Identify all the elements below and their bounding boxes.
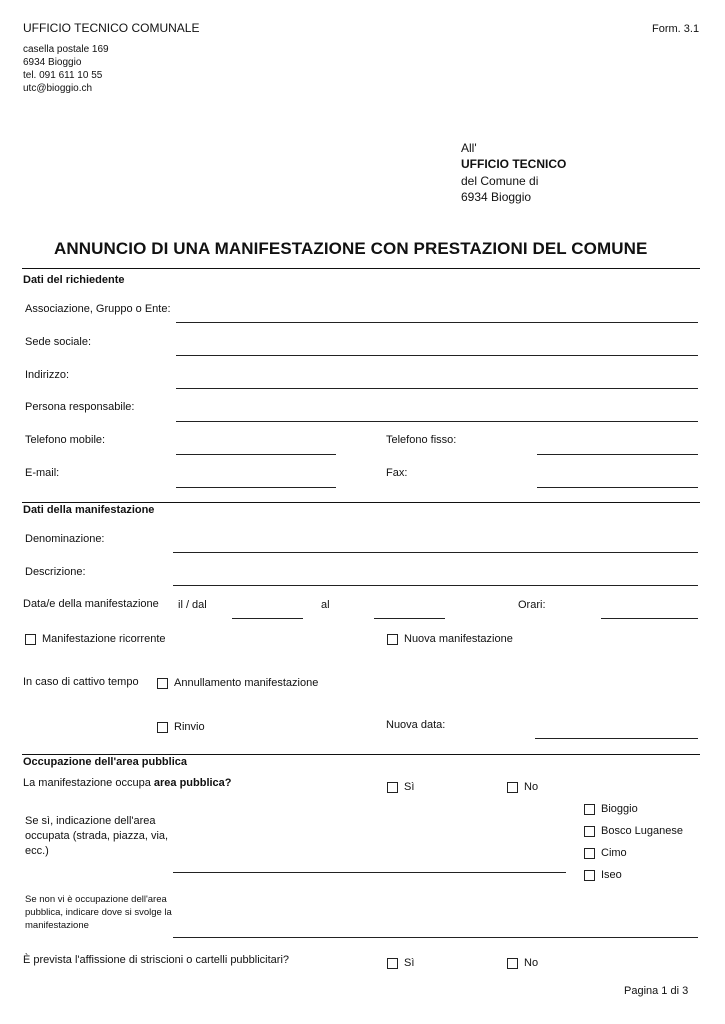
label-description: Descrizione: (25, 566, 86, 578)
label-name: Denominazione: (25, 533, 105, 545)
location-iseo-checkbox[interactable] (584, 870, 595, 881)
responsible-field[interactable] (176, 421, 698, 422)
address-email: utc@bioggio.ch (23, 83, 93, 94)
address-line: tel. 091 611 10 55 (23, 70, 103, 81)
label-mobile: Telefono mobile: (25, 434, 106, 446)
label-yes: Sì (404, 957, 415, 969)
address-line: casella postale 169 (23, 44, 109, 55)
label-fax: Fax: (386, 467, 408, 479)
location-cimo-checkbox[interactable] (584, 848, 595, 859)
label-landline: Telefono fisso: (386, 434, 457, 446)
section-divider (22, 502, 700, 503)
banners-yes-checkbox[interactable] (387, 958, 398, 969)
label-if-yes: Se sì, indicazione dell'area occupata (strada, piazza, via, ecc.) (25, 815, 169, 857)
form-number: Form. 3.1 (652, 23, 700, 35)
label-to: al (321, 599, 330, 611)
address-field[interactable] (176, 388, 698, 389)
label-postpone: Rinvio (174, 721, 205, 733)
location-bosco-checkbox[interactable] (584, 826, 595, 837)
location-field[interactable] (173, 937, 698, 938)
section-heading-public-area: Occupazione dell'area pubblica (23, 756, 187, 768)
label-association: Associazione, Gruppo o Ente: (25, 303, 171, 315)
banners-no-checkbox[interactable] (507, 958, 518, 969)
label-recurring: Manifestazione ricorrente (42, 633, 166, 645)
label-no: No (524, 781, 539, 793)
new-event-checkbox[interactable] (387, 634, 398, 645)
label-dates: Data/e della manifestazione (23, 598, 159, 610)
association-field[interactable] (176, 322, 698, 323)
landline-field[interactable] (537, 454, 698, 455)
question-banners: È prevista l'affissione di striscioni o cartelli pubblicitari? (23, 954, 290, 966)
label-new-event: Nuova manifestazione (404, 633, 513, 645)
label-address: Indirizzo: (25, 369, 70, 381)
public-area-no-checkbox[interactable] (507, 782, 518, 793)
label-bad-weather: In caso di cattivo tempo (23, 676, 139, 688)
recipient-line: del Comune di (461, 174, 539, 188)
label-location: Bosco Luganese (601, 825, 683, 837)
recipient-office: UFFICIO TECNICO (461, 157, 567, 171)
label-new-date: Nuova data: (386, 719, 446, 731)
question-emphasis: area pubblica? (153, 777, 232, 789)
cancel-checkbox[interactable] (157, 678, 168, 689)
area-field[interactable] (173, 872, 566, 873)
question-text: La manifestazione occupa (23, 777, 154, 789)
date-from-field[interactable] (232, 618, 303, 619)
new-date-field[interactable] (535, 738, 698, 739)
public-area-yes-checkbox[interactable] (387, 782, 398, 793)
email-field[interactable] (176, 487, 336, 488)
description-field[interactable] (173, 585, 698, 586)
section-heading-applicant: Dati del richiedente (23, 274, 125, 286)
label-if-no: Se non vi è occupazione dell'area pubblica, indicare dove si svolge la manifestazione (25, 894, 172, 931)
hours-field[interactable] (601, 618, 698, 619)
label-cancel: Annullamento manifestazione (174, 677, 319, 689)
label-email: E-mail: (25, 467, 60, 479)
label-location: Iseo (601, 869, 622, 881)
section-divider (22, 754, 700, 755)
label-location: Bioggio (601, 803, 638, 815)
postpone-checkbox[interactable] (157, 722, 168, 733)
fax-field[interactable] (537, 487, 698, 488)
question-public-area (23, 777, 232, 789)
address-line: 6934 Bioggio (23, 57, 82, 68)
office-name: UFFICIO TECNICO COMUNALE (23, 21, 200, 35)
recurring-checkbox[interactable] (25, 634, 36, 645)
recipient-line: 6934 Bioggio (461, 190, 532, 204)
label-hours: Orari: (518, 599, 546, 611)
label-from: il / dal (178, 599, 207, 611)
recipient-line: All' (461, 141, 477, 155)
label-location: Cimo (601, 847, 627, 859)
seat-field[interactable] (176, 355, 698, 356)
section-divider (22, 268, 700, 269)
section-heading-event: Dati della manifestazione (23, 504, 155, 516)
label-no: No (524, 957, 539, 969)
event-name-field[interactable] (173, 552, 698, 553)
date-to-field[interactable] (374, 618, 445, 619)
page-title: ANNUNCIO DI UNA MANIFESTAZIONE CON PRESTAZIONI DEL COMUNE (54, 239, 648, 258)
page-number: Pagina 1 di 3 (624, 985, 689, 997)
mobile-field[interactable] (176, 454, 336, 455)
label-yes: Sì (404, 781, 415, 793)
label-responsible: Persona responsabile: (25, 401, 135, 413)
location-bioggio-checkbox[interactable] (584, 804, 595, 815)
label-seat: Sede sociale: (25, 336, 92, 348)
